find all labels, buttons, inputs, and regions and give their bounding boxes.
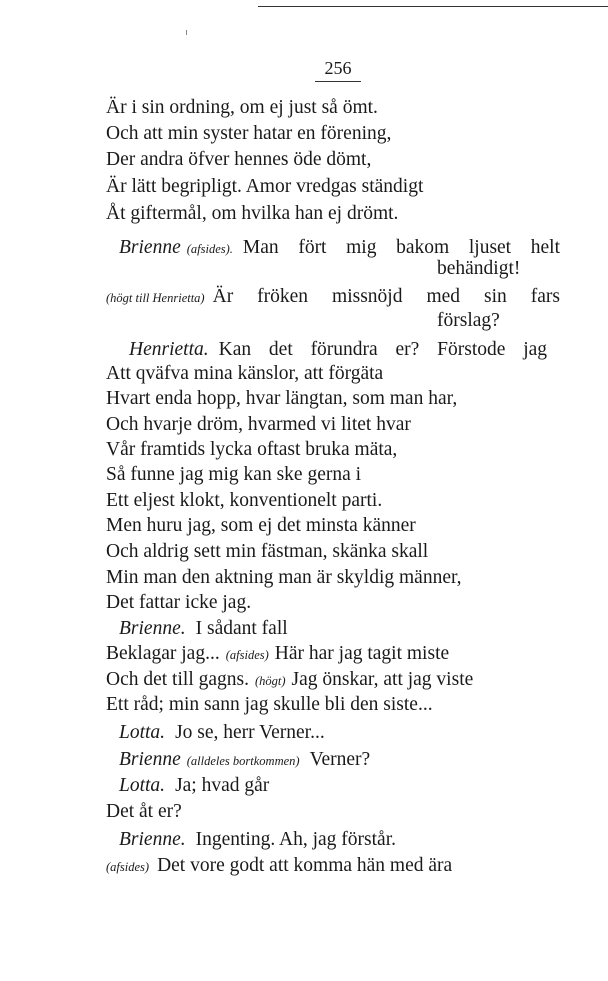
speaker-name: Lotta. (119, 775, 166, 796)
text-line (119, 721, 325, 745)
verse-text: Är i sin ordning, om ej just så ömt. (106, 97, 378, 118)
text-line (106, 285, 560, 310)
speech-text: Man fört mig bakom ljuset helt (242, 237, 560, 258)
verse-text: Hvart enda hopp, hvar längtan, som man har, (106, 388, 458, 409)
text-line (106, 540, 428, 564)
verse-text: Är lätt begripligt. Amor vredgas ständigt (106, 176, 424, 197)
text-line (106, 693, 433, 717)
text-line (106, 591, 251, 615)
speaker-name: Brienne. (119, 618, 186, 639)
text-line (119, 828, 396, 852)
margin-mark (186, 30, 187, 35)
verse-text: Men huru jag, som ej det minsta känner (106, 515, 416, 536)
text-line (106, 202, 398, 226)
speech-text: I sådant fall (195, 618, 288, 639)
text-line (106, 413, 411, 437)
speech-text: Verner? (309, 749, 371, 770)
text-line (437, 309, 500, 333)
page-number: 256 (324, 58, 352, 78)
text-line (119, 617, 288, 641)
text-line (106, 566, 462, 590)
text-line (106, 362, 383, 386)
text-line (106, 514, 416, 538)
verse-text: Och hvarje dröm, hvarmed vi litet hvar (106, 414, 411, 435)
verse-text: Åt giftermål, om hvilka han ej drömt. (106, 203, 399, 224)
stage-direction: (afsides) (106, 860, 150, 874)
text-line (106, 642, 449, 667)
speech-text: Här har jag tagit miste (274, 643, 450, 664)
speech-text: Jag önskar, att jag viste (291, 669, 474, 690)
verse-text: behändigt! (437, 258, 521, 279)
speech-text: Kan det förundra er? Förstode jag (218, 339, 548, 360)
text-line (106, 489, 382, 513)
text-line (106, 175, 423, 199)
verse-text: Och att min syster hatar en förening, (106, 123, 392, 144)
verse-text: förslag? (437, 310, 500, 331)
speaker-name: Henrietta. (129, 339, 209, 360)
text-line (106, 668, 473, 693)
text-line (106, 387, 457, 411)
text-line (119, 748, 370, 773)
text-line (437, 257, 520, 281)
stage-direction: (afsides) (225, 648, 269, 662)
stage-direction: (högt) (254, 674, 286, 688)
verse-text: Vår framtids lycka oftast bruka mäta, (106, 439, 398, 460)
stage-direction: (afsides). (186, 242, 233, 256)
text-line (119, 774, 269, 798)
speech-text: Beklagar jag... (106, 643, 220, 664)
verse-text: Det åt er? (106, 801, 182, 822)
verse-text: Ett råd; min sann jag skulle bli den siste... (106, 694, 433, 715)
text-line (106, 122, 391, 146)
speaker-name: Lotta. (119, 722, 166, 743)
verse-text: Der andra öfver hennes öde dömt, (106, 149, 372, 170)
verse-text: Det fattar icke jag. (106, 592, 252, 613)
verse-text: Ett eljest klokt, konventionelt parti. (106, 490, 383, 511)
speech-text: Ingenting. Ah, jag förstår. (195, 829, 396, 850)
speech-text: Jo se, herr Verner... (175, 722, 325, 743)
speaker-name: Brienne (119, 749, 181, 770)
speaker-name: Brienne. (119, 829, 186, 850)
verse-text: Så funne jag mig kan ske gerna i (106, 464, 362, 485)
top-rule (258, 6, 608, 7)
text-line (106, 463, 361, 487)
text-line (106, 800, 182, 824)
speech-text: Är fröken missnöjd med sin fars (212, 286, 560, 307)
verse-text: Och aldrig sett min fästman, skänka skall (106, 541, 429, 562)
speech-text: Och det till gagns. (106, 669, 249, 690)
speech-text: Ja; hvad går (175, 775, 270, 796)
speaker-name: Brienne (119, 237, 181, 258)
stage-direction: (högt till Henrietta) (106, 291, 205, 305)
text-line (106, 148, 371, 172)
stage-direction: (alldeles bortkommen) (186, 754, 300, 768)
verse-text: Min man den aktning man är skyldig männer, (106, 567, 462, 588)
text-line (106, 96, 378, 120)
page-number-rule (315, 81, 361, 82)
text-line (106, 854, 452, 879)
verse-text: Att qväfva mina känslor, att förgäta (106, 363, 384, 384)
text-line (129, 338, 547, 362)
speech-text: Det vore godt att komma hän med ära (157, 855, 453, 876)
text-line (106, 438, 397, 462)
